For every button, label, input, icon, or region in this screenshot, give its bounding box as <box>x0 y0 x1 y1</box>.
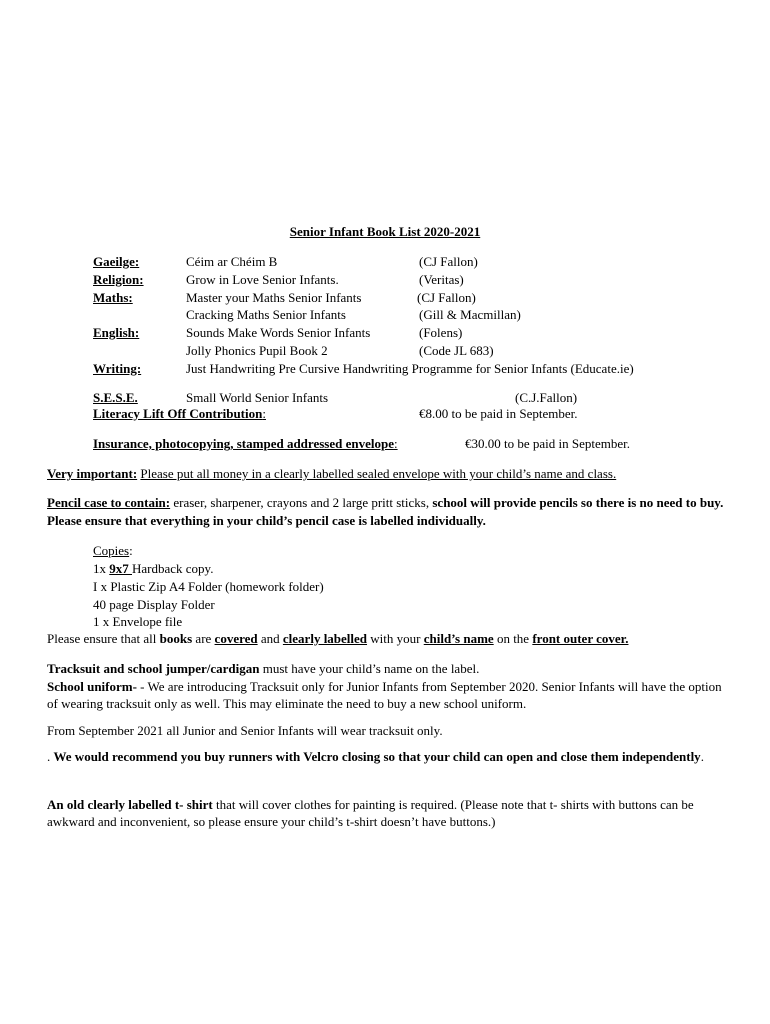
subject-label: Writing: <box>93 361 142 376</box>
very-important-note <box>47 465 727 482</box>
very-important-text: Please put all money in a clearly labelled sealed envelope with your child’s name and class. <box>140 466 617 481</box>
pencil-case-bold-text: school will provide pencils so there is no need to buy. Please ensure that everything in your child’s pencil case is labelled individually. <box>47 495 724 528</box>
literacy-row <box>93 405 733 422</box>
insurance-label-wrap <box>93 435 398 452</box>
tshirt-text: that will cover clothes for painting is required. (Please note that t- shirts with buttons can be awkward and inconvenient, so please ensure your child’s t-shirt doesn’t have buttons.) <box>47 797 694 829</box>
runners-note <box>47 748 727 766</box>
subject-label: Maths: <box>93 290 133 305</box>
pencil-case-text: eraser, sharpener, crayons and 2 large pritt sticks, <box>170 495 433 510</box>
books-notice-labelled: clearly labelled <box>282 631 368 646</box>
tracksuit-note <box>47 660 727 677</box>
subject-label: S.E.S.E. <box>93 390 138 405</box>
literacy-label-wrap <box>93 405 266 422</box>
book-publisher: (CJ Fallon) <box>417 290 476 305</box>
literacy-colon: : <box>262 406 266 421</box>
book-row-gaeilge <box>93 253 733 270</box>
books-notice-text: with your <box>367 631 424 646</box>
from-september-note: From September 2021 all Junior and Senior Infants will wear tracksuit only. <box>47 723 443 738</box>
copies-heading-label: Copies <box>93 543 130 558</box>
books-notice-covered: covered <box>214 631 258 646</box>
book-title: Sounds Make Words Senior Infants <box>186 325 371 340</box>
book-title: Grow in Love Senior Infants. <box>186 272 339 287</box>
book-row-writing <box>93 360 733 377</box>
copies-item-3: 40 page Display Folder <box>93 597 215 612</box>
pencil-case-note <box>47 494 727 530</box>
books-notice-text: are <box>192 631 215 646</box>
books-notice-front-cover: front outer cover. <box>532 631 629 646</box>
runners-bold: We would recommend you buy runners with Velcro closing so that your child can open and close them independently <box>53 749 701 764</box>
tracksuit-text: must have your child’s name on the label. <box>259 661 480 676</box>
copies-colon: : <box>129 543 133 558</box>
very-important-label: Very important: <box>47 466 138 481</box>
books-notice-text: and <box>257 631 283 646</box>
insurance-amount: €30.00 to be paid in September. <box>465 436 631 451</box>
book-row-sese <box>93 389 733 406</box>
runners-suffix: . <box>700 749 704 764</box>
book-row-english-2 <box>93 342 733 359</box>
book-title: Small World Senior Infants <box>186 390 329 405</box>
tracksuit-bold: Tracksuit and school jumper/cardigan <box>47 661 260 676</box>
copies-item-4: 1 x Envelope file <box>93 614 183 629</box>
uniform-note <box>47 678 727 712</box>
copies-item-2: I x Plastic Zip A4 Folder (homework folder) <box>93 579 324 594</box>
book-publisher: (Veritas) <box>419 272 464 287</box>
book-publisher: (Gill & Macmillan) <box>419 307 521 322</box>
books-notice-text: on the <box>493 631 533 646</box>
copies-rest: Hardback copy. <box>132 561 214 576</box>
book-title: Jolly Phonics Pupil Book 2 <box>186 343 328 358</box>
pencil-case-label: Pencil case to contain: <box>47 495 171 510</box>
subject-label: Religion: <box>93 272 144 287</box>
insurance-colon: : <box>393 436 398 451</box>
literacy-label: Literacy Lift Off Contribution <box>93 406 263 421</box>
copies-item-1 <box>93 560 213 577</box>
books-notice-text: Please ensure that all <box>47 631 160 646</box>
copies-size: 9x7 <box>109 561 132 576</box>
subject-label: English: <box>93 325 140 340</box>
books-notice-books: books <box>159 631 193 646</box>
insurance-row <box>93 435 733 452</box>
copies-prefix: 1x <box>93 561 110 576</box>
book-publisher: (C.J.Fallon) <box>515 390 578 405</box>
insurance-label: Insurance, photocopying, stamped addressed envelope <box>93 436 394 451</box>
book-row-maths <box>93 289 733 306</box>
book-title: Cracking Maths Senior Infants <box>186 307 346 322</box>
book-title: Céim ar Chéim B <box>186 254 278 269</box>
uniform-bold: School uniform- <box>47 679 137 694</box>
runners-prefix: . <box>47 749 54 764</box>
literacy-amount: €8.00 to be paid in September. <box>419 406 578 421</box>
page-title: Senior Infant Book List 2020-2021 <box>289 224 481 239</box>
subject-label: Gaeilge: <box>93 254 140 269</box>
uniform-text: - We are introducing Tracksuit only for Junior Infants from September 2020. Senior Infants will have the option of wearing tracksuit only as well. This may eliminate the need to buy a new school uniform. <box>47 679 722 711</box>
tshirt-bold: An old clearly labelled t- shirt <box>47 797 213 812</box>
book-publisher: (Folens) <box>419 325 463 340</box>
book-title: Master your Maths Senior Infants <box>186 290 362 305</box>
copies-heading <box>93 542 133 559</box>
book-publisher: (Code JL 683) <box>419 343 494 358</box>
book-row-maths-2 <box>93 306 733 323</box>
book-row-religion <box>93 271 733 288</box>
books-notice <box>47 630 628 647</box>
book-row-english <box>93 324 733 341</box>
book-title: Just Handwriting Pre Cursive Handwriting Programme for Senior Infants (Educate.ie) <box>186 361 634 376</box>
tshirt-note <box>47 796 727 830</box>
books-notice-childs-name: child’s name <box>423 631 494 646</box>
book-publisher: (CJ Fallon) <box>419 254 478 269</box>
